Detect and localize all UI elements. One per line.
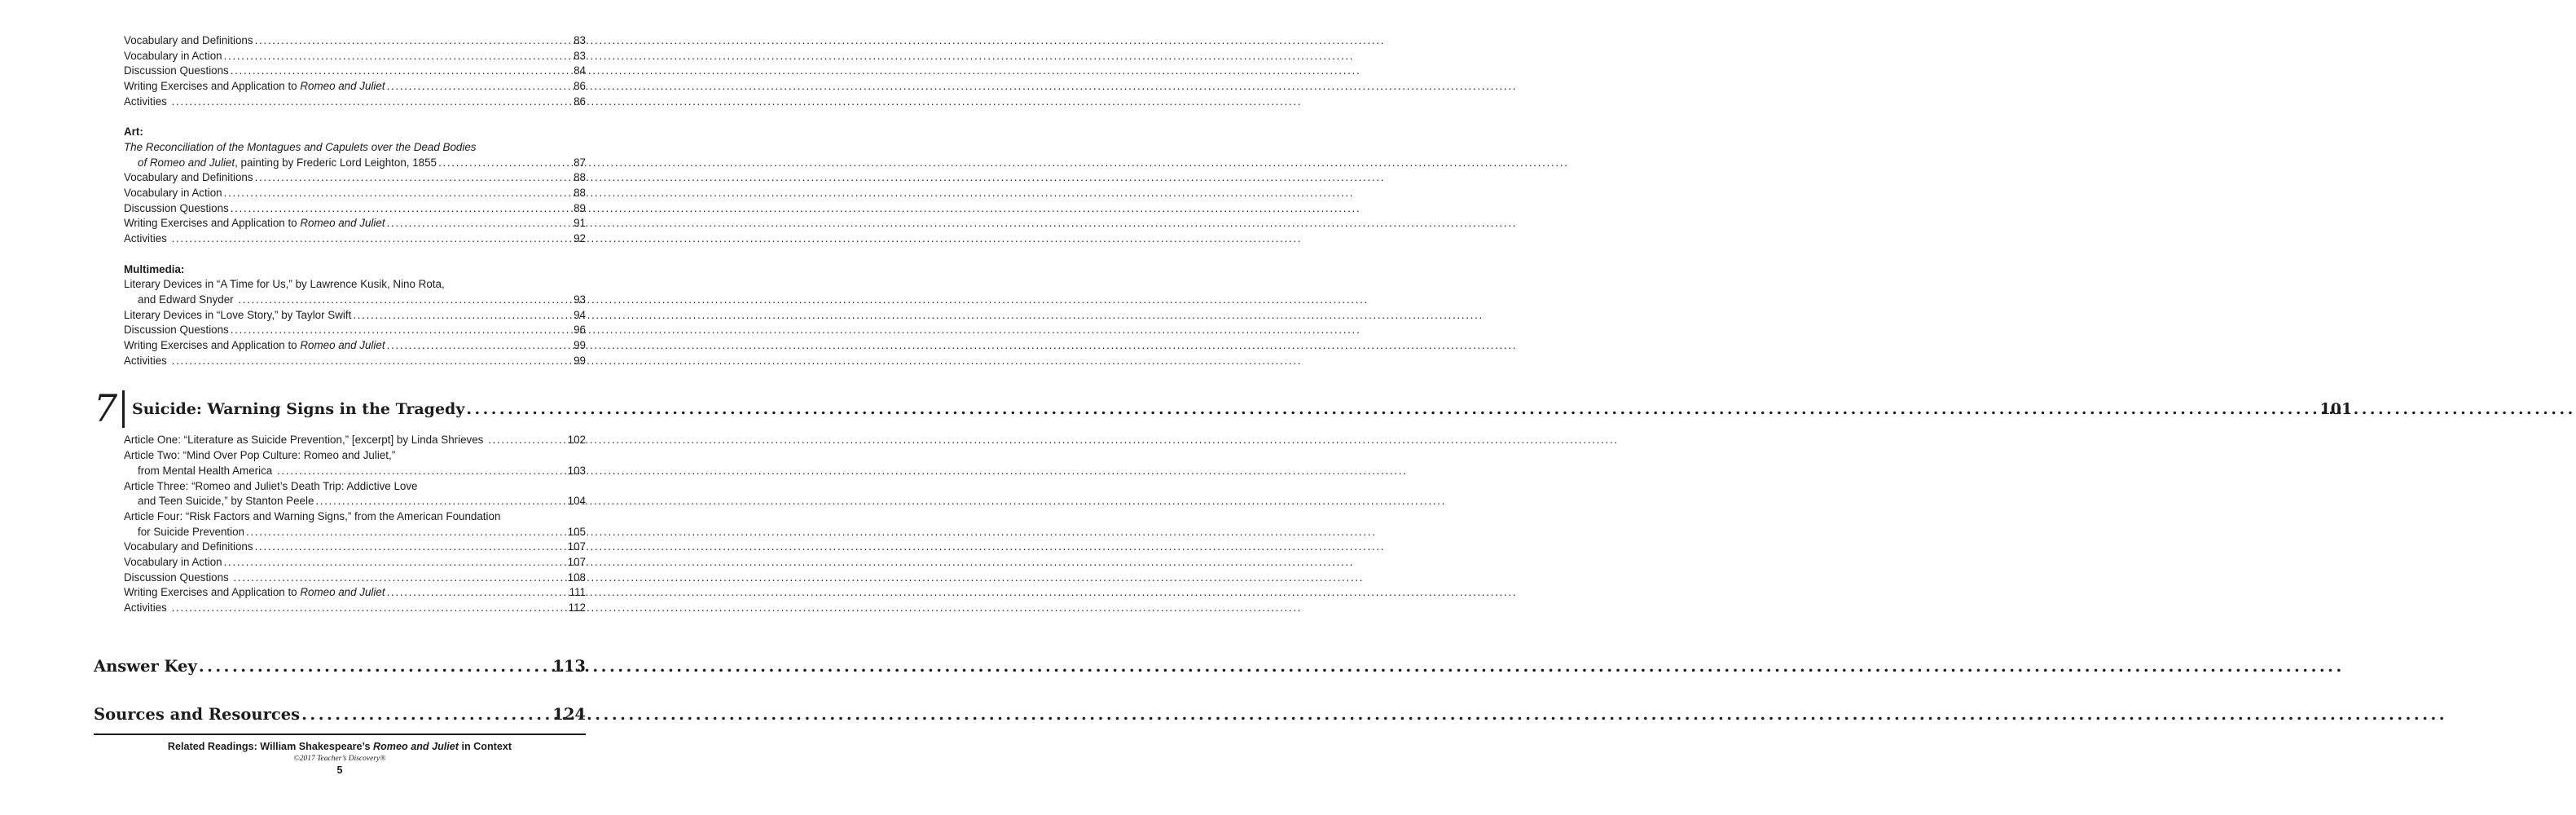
toc-entry <box>124 49 586 64</box>
page-number: 86 <box>574 95 586 108</box>
dot-leader <box>172 354 571 369</box>
toc-entry-line <box>124 494 586 509</box>
dot-leader <box>238 293 570 308</box>
chapter-7-entries <box>124 433 586 615</box>
text-segment: Activities <box>124 95 170 108</box>
page-number: 87 <box>574 156 586 169</box>
text-segment: Writing Exercises and Application to <box>124 80 301 93</box>
page-number: 86 <box>574 80 586 93</box>
toc-entry <box>124 186 586 201</box>
dot-leader <box>255 170 571 186</box>
dot-leader <box>224 186 571 201</box>
toc-entry-line <box>124 540 586 555</box>
toc-entry-line <box>124 64 586 79</box>
toc-entry-line <box>124 49 586 64</box>
text-segment: Article One: “Literature as Suicide Prevention,” [excerpt] by Linda Shrieves <box>124 434 487 447</box>
text-segment: from Mental Health America <box>138 464 275 477</box>
page-number: 112 <box>568 601 586 615</box>
toc-entry-line <box>124 293 586 308</box>
toc-entry <box>124 433 586 448</box>
page-number: 83 <box>574 49 586 62</box>
dot-leader <box>231 323 570 338</box>
toc-entry-line <box>124 140 586 156</box>
text-segment: Vocabulary in Action <box>124 556 222 569</box>
text-segment: Related Readings: William Shakespeare’s <box>167 741 374 752</box>
text-segment: Activities <box>124 354 170 367</box>
toc-entry-line <box>124 525 586 540</box>
text-segment: Article Two: “Mind Over Pop Culture: Romeo and Juliet,” <box>124 449 396 462</box>
dot-leader <box>231 201 570 217</box>
chapter-title-line <box>132 400 2352 418</box>
footer-copyright: ©2017 Teacher’s Discovery® <box>293 755 386 763</box>
dot-leader <box>172 231 571 247</box>
toc-entry-line <box>124 277 586 293</box>
toc-entry <box>124 601 586 616</box>
toc-entry <box>124 585 586 601</box>
text-segment: Writing Exercises and Application to <box>124 339 301 352</box>
text-segment: Romeo and Juliet <box>300 80 385 93</box>
text-segment: Article Four: “Risk Factors and Warning Signs,” from the American Foundation <box>124 509 501 522</box>
dot-leader <box>255 540 565 555</box>
page-number: 96 <box>574 324 586 337</box>
text-segment: Literary Devices in “A Time for Us,” by Lawrence Kusik, Nino Rota, <box>124 278 445 291</box>
text-segment: Activities <box>124 232 170 245</box>
dot-leader <box>315 494 564 509</box>
dot-leader <box>172 95 571 110</box>
text-segment: Vocabulary in Action <box>124 49 222 62</box>
dot-leader <box>246 525 565 540</box>
page-number: 111 <box>569 586 586 599</box>
page-number: 99 <box>574 339 586 352</box>
text-segment: Vocabulary and Definitions <box>124 34 253 46</box>
text-segment: Romeo and Juliet <box>300 339 385 352</box>
toc-entry-line <box>124 156 586 171</box>
toc-entry-line <box>124 186 586 201</box>
text-segment: in Context <box>458 741 512 752</box>
page-number: 93 <box>574 293 586 306</box>
chapter-title: Suicide: Warning Signs in the Tragedy <box>132 400 465 419</box>
toc-entry-line <box>124 323 586 338</box>
page-number: 102 <box>567 434 586 447</box>
dot-leader <box>353 308 570 324</box>
toc-entry <box>124 570 586 586</box>
toc-entry <box>124 354 586 369</box>
toc-entry <box>124 140 586 170</box>
dot-leader <box>438 156 570 171</box>
footer-divider <box>94 734 586 735</box>
toc-entry <box>124 555 586 570</box>
toc-entry <box>124 216 586 231</box>
back-matter-entry <box>94 705 586 724</box>
toc-entry-line <box>124 308 586 324</box>
page-number: 91 <box>574 217 586 230</box>
text-segment: Literary Devices in “Love Story,” by Taylor Swift <box>124 308 352 321</box>
toc-entry <box>124 448 586 478</box>
toc-entry-line <box>124 216 586 231</box>
toc-entry <box>124 79 586 95</box>
page-number: 113 <box>552 656 586 676</box>
text-segment: for Suicide Prevention <box>138 525 245 538</box>
page-number: 107 <box>567 556 586 569</box>
toc-entry <box>124 540 586 555</box>
dot-leader <box>231 64 570 79</box>
page-number: 94 <box>574 308 586 321</box>
toc-entry <box>124 479 586 509</box>
page-number: 83 <box>574 34 586 46</box>
page-number: 103 <box>567 464 586 477</box>
text-segment: Vocabulary and Definitions <box>124 171 253 184</box>
toc-entry-line <box>124 354 586 369</box>
toc-entry <box>124 33 586 49</box>
page-number: 104 <box>567 495 586 508</box>
text-segment: Activities <box>124 601 170 615</box>
text-segment: Writing Exercises and Application to <box>124 217 301 230</box>
toc-entry-line <box>124 464 586 479</box>
page-number: 124 <box>552 704 586 724</box>
toc-entry-line <box>124 509 586 525</box>
chapter-number: 7 <box>94 386 118 431</box>
dot-leader <box>255 33 571 49</box>
dot-leader <box>301 705 549 724</box>
dot-leader <box>387 338 571 354</box>
back-matter-title: Sources and Resources <box>94 704 301 724</box>
text-segment: Romeo and Juliet <box>373 741 459 752</box>
text-segment: and Teen Suicide,” by Stanton Peele <box>138 495 314 508</box>
text-segment: Romeo and Juliet <box>300 217 385 230</box>
dot-leader <box>387 79 571 95</box>
toc-entry <box>124 338 586 354</box>
page-number: 107 <box>567 540 586 553</box>
toc-entry-line <box>124 201 586 217</box>
toc-entry <box>124 170 586 186</box>
toc-entry-line <box>124 33 586 49</box>
toc-entry <box>124 308 586 324</box>
chapter-title-block <box>122 390 2352 428</box>
toc-section-heading: Art: <box>124 126 143 139</box>
page-number: 84 <box>574 64 586 77</box>
toc-entry <box>124 277 586 307</box>
toc-entry-line <box>124 585 586 601</box>
toc-entry <box>124 323 586 338</box>
toc-entry-line <box>124 448 586 464</box>
back-matter-title: Answer Key <box>94 656 197 676</box>
dot-leader <box>488 433 565 448</box>
back-matter-entry <box>94 657 586 676</box>
toc-section-heading: Multimedia: <box>124 262 185 275</box>
toc-entry <box>124 509 586 540</box>
text-segment: Discussion Questions <box>124 324 229 337</box>
dot-leader <box>387 585 566 601</box>
text-segment: Discussion Questions <box>124 570 232 584</box>
text-segment: Discussion Questions <box>124 201 229 214</box>
page-footer <box>94 734 586 776</box>
toc-entry <box>124 64 586 79</box>
text-segment: Discussion Questions <box>124 64 229 77</box>
page-number: 88 <box>574 171 586 184</box>
page-number: 92 <box>574 232 586 245</box>
text-segment: Romeo and Juliet <box>300 586 385 599</box>
back-matter-section <box>94 657 586 724</box>
dot-leader <box>277 464 565 479</box>
toc-entry-line <box>124 95 586 110</box>
toc-entry-line <box>124 433 586 448</box>
toc-entry <box>124 231 586 247</box>
toc-entry-line <box>124 338 586 354</box>
text-segment: of Romeo and Juliet <box>138 156 235 169</box>
toc-entry-line <box>124 570 586 586</box>
dot-leader <box>172 601 565 616</box>
toc-entry-line <box>124 555 586 570</box>
toc-entry-line <box>124 79 586 95</box>
page-number: 88 <box>574 187 586 200</box>
text-segment: Writing Exercises and Application to <box>124 586 301 599</box>
footer-page-number: 5 <box>336 764 343 776</box>
text-segment: Vocabulary in Action <box>124 187 222 200</box>
page-number: 108 <box>567 570 586 584</box>
toc-entry <box>124 201 586 217</box>
chapter-7-heading <box>94 386 2353 431</box>
toc-top-sections <box>124 33 586 368</box>
dot-leader <box>466 400 2316 418</box>
toc-entry <box>124 95 586 110</box>
toc-entry-line <box>124 601 586 616</box>
text-segment: and Edward Snyder <box>138 293 237 306</box>
text-segment: Article Three: “Romeo and Juliet’s Death Trip: Addictive Love <box>124 479 418 492</box>
page-number: 89 <box>574 201 586 214</box>
dot-leader <box>199 657 549 676</box>
text-segment: , painting by Frederic Lord Leighton, 1855 <box>235 156 437 169</box>
dot-leader <box>224 555 565 570</box>
toc-entry-line <box>124 170 586 186</box>
page-number: 105 <box>567 525 586 538</box>
chapter-page-number: 101 <box>2319 400 2353 419</box>
dot-leader <box>387 216 571 231</box>
dot-leader <box>224 49 571 64</box>
page-number: 99 <box>574 354 586 367</box>
dot-leader <box>233 570 564 586</box>
toc-entry-line <box>124 479 586 495</box>
toc-content <box>94 33 2353 724</box>
toc-entry-line <box>124 231 586 247</box>
text-segment: Vocabulary and Definitions <box>124 540 253 553</box>
footer-book-title <box>94 741 586 752</box>
text-segment: The Reconciliation of the Montagues and Capulets over the Dead Bodies <box>124 140 477 153</box>
